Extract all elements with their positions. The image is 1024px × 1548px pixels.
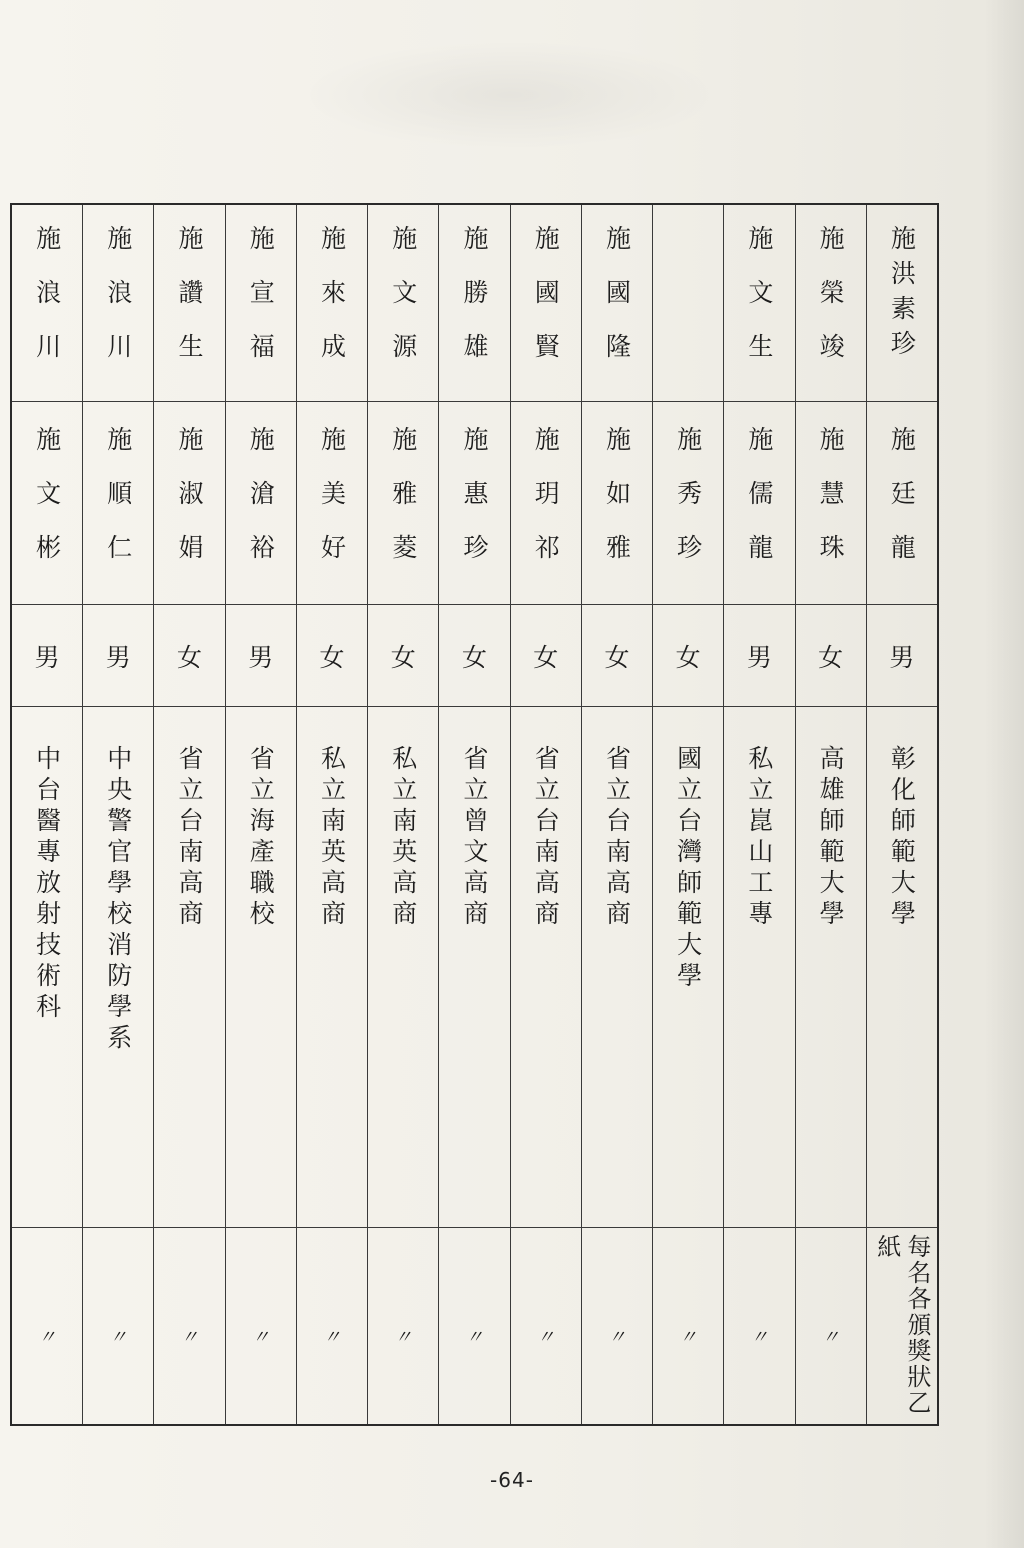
award-note-cell (368, 1228, 438, 1424)
gender-cell (12, 605, 82, 707)
award-note-cell (653, 1228, 723, 1424)
table-column (296, 205, 367, 1424)
award-note-cell (796, 1228, 866, 1424)
award-note: 〃 (607, 1327, 626, 1348)
award-note: 〃 (679, 1327, 698, 1348)
parent-name-cell (154, 205, 224, 402)
gender-cell (439, 605, 509, 707)
table-column (795, 205, 866, 1424)
parent-name: 施國隆 (602, 225, 632, 387)
student-name: 施滄裕 (246, 426, 276, 588)
student-name: 施秀珍 (673, 426, 703, 588)
parent-name-cell (297, 205, 367, 402)
table-column (866, 205, 937, 1424)
school-name: 省立海產職校 (246, 745, 276, 931)
student-name: 施美好 (317, 426, 347, 588)
award-note: 〃 (750, 1327, 769, 1348)
table-column (652, 205, 723, 1424)
school-name-cell (12, 707, 82, 1228)
school-name: 彰化師範大學 (887, 745, 917, 931)
parent-name: 施勝雄 (459, 225, 489, 387)
student-name-cell (297, 402, 367, 605)
student-name: 施淑娟 (175, 426, 205, 588)
table-column (438, 205, 509, 1424)
student-name-cell (83, 402, 153, 605)
gender: 女 (818, 642, 844, 672)
school-name-cell (83, 707, 153, 1228)
student-name-cell (724, 402, 794, 605)
gender-cell (226, 605, 296, 707)
gender: 男 (34, 642, 60, 672)
school-name: 省立台南高商 (175, 745, 205, 931)
award-note-cell (154, 1228, 224, 1424)
gender: 男 (889, 642, 915, 672)
table-column (723, 205, 794, 1424)
student-name: 施雅菱 (388, 426, 418, 588)
gender: 男 (746, 642, 772, 672)
gender: 女 (461, 642, 487, 672)
student-name-cell (12, 402, 82, 605)
school-name: 省立曾文高商 (459, 745, 489, 931)
award-recipients-table (10, 203, 939, 1426)
student-name-cell (511, 402, 581, 605)
school-name-cell (796, 707, 866, 1228)
award-note-cell (511, 1228, 581, 1424)
gender-cell (297, 605, 367, 707)
award-note-cell (83, 1228, 153, 1424)
parent-name-cell (368, 205, 438, 402)
school-name-cell (439, 707, 509, 1228)
student-name: 施玥祁 (531, 426, 561, 588)
gender: 女 (319, 642, 345, 672)
gender: 男 (105, 642, 131, 672)
gender: 女 (604, 642, 630, 672)
school-name-cell (724, 707, 794, 1228)
parent-name-cell (867, 205, 937, 402)
student-name-cell (582, 402, 652, 605)
school-name-cell (653, 707, 723, 1228)
award-note: 〃 (38, 1327, 57, 1348)
school-name: 私立南英高商 (317, 745, 347, 931)
award-note: 〃 (323, 1327, 341, 1348)
student-name-cell (154, 402, 224, 605)
parent-name-cell (226, 205, 296, 402)
gender: 女 (177, 642, 203, 672)
student-name: 施儒龍 (744, 426, 774, 588)
school-name-cell (867, 707, 937, 1228)
school-name-cell (368, 707, 438, 1228)
gender-cell (867, 605, 937, 707)
award-note: 〃 (465, 1327, 484, 1348)
school-name: 中台醫專放射技術科 (32, 745, 62, 1024)
parent-name: 施來成 (317, 225, 347, 387)
parent-name: 施浪川 (103, 225, 133, 387)
gender: 女 (390, 642, 416, 672)
award-note: 每名各頒獎狀乙紙 (872, 1234, 931, 1416)
student-name-cell (796, 402, 866, 605)
award-note: 〃 (536, 1327, 555, 1348)
gender-cell (582, 605, 652, 707)
student-name: 施慧珠 (816, 426, 846, 588)
school-name: 私立南英高商 (388, 745, 418, 931)
parent-name-cell (83, 205, 153, 402)
award-note: 〃 (394, 1327, 413, 1348)
gender-cell (511, 605, 581, 707)
parent-name-cell (796, 205, 866, 402)
table-column (581, 205, 652, 1424)
student-name: 施順仁 (103, 426, 133, 588)
gender-cell (796, 605, 866, 707)
award-note: 〃 (821, 1327, 840, 1348)
school-name: 中央警官學校消防學系 (103, 745, 133, 1055)
parent-name: 施讚生 (175, 225, 205, 387)
award-note: 〃 (109, 1327, 128, 1348)
parent-name: 施洪素珍 (887, 225, 917, 365)
table-column (153, 205, 224, 1424)
parent-name-cell (582, 205, 652, 402)
gender-cell (653, 605, 723, 707)
student-name-cell (439, 402, 509, 605)
student-name-cell (867, 402, 937, 605)
parent-name: 施宣福 (246, 225, 276, 387)
gender-cell (724, 605, 794, 707)
parent-name: 施文生 (744, 225, 774, 387)
parent-name-cell (653, 205, 723, 402)
award-note-cell (582, 1228, 652, 1424)
parent-name-cell (724, 205, 794, 402)
school-name-cell (226, 707, 296, 1228)
award-note-cell (724, 1228, 794, 1424)
book-spine-shadow (984, 0, 1024, 1548)
bleed-through-marks (300, 40, 720, 150)
award-note: 〃 (251, 1327, 270, 1348)
award-note-cell (12, 1228, 82, 1424)
student-name-cell (368, 402, 438, 605)
table-column (225, 205, 296, 1424)
page-number: -64- (490, 1468, 534, 1492)
parent-name-cell (12, 205, 82, 402)
student-name: 施惠珍 (459, 426, 489, 588)
gender-cell (154, 605, 224, 707)
award-note-cell (226, 1228, 296, 1424)
award-note: 〃 (180, 1327, 199, 1348)
award-note-cell (867, 1228, 937, 1424)
table-column (367, 205, 438, 1424)
gender: 女 (533, 642, 559, 672)
school-name: 國立台灣師範大學 (673, 745, 703, 993)
award-note-cell (439, 1228, 509, 1424)
table-column (82, 205, 153, 1424)
school-name: 省立台南高商 (531, 745, 561, 931)
parent-name: 施浪川 (32, 225, 62, 387)
school-name-cell (511, 707, 581, 1228)
student-name: 施如雅 (602, 426, 632, 588)
parent-name: 施國賢 (531, 225, 561, 387)
school-name: 私立崑山工專 (744, 745, 774, 931)
student-name: 施廷龍 (887, 426, 917, 588)
student-name: 施文彬 (32, 426, 62, 588)
student-name-cell (653, 402, 723, 605)
parent-name: 施文源 (388, 225, 418, 387)
school-name-cell (297, 707, 367, 1228)
award-note-cell (297, 1228, 367, 1424)
gender: 女 (675, 642, 701, 672)
student-name-cell (226, 402, 296, 605)
school-name: 省立台南高商 (602, 745, 632, 931)
parent-name-cell (439, 205, 509, 402)
school-name: 高雄師範大學 (816, 745, 846, 931)
school-name-cell (582, 707, 652, 1228)
parent-name-cell (511, 205, 581, 402)
table-column (12, 205, 82, 1424)
school-name-cell (154, 707, 224, 1228)
gender-cell (83, 605, 153, 707)
parent-name: 施榮竣 (816, 225, 846, 387)
table-column (510, 205, 581, 1424)
gender-cell (368, 605, 438, 707)
gender: 男 (248, 642, 274, 672)
